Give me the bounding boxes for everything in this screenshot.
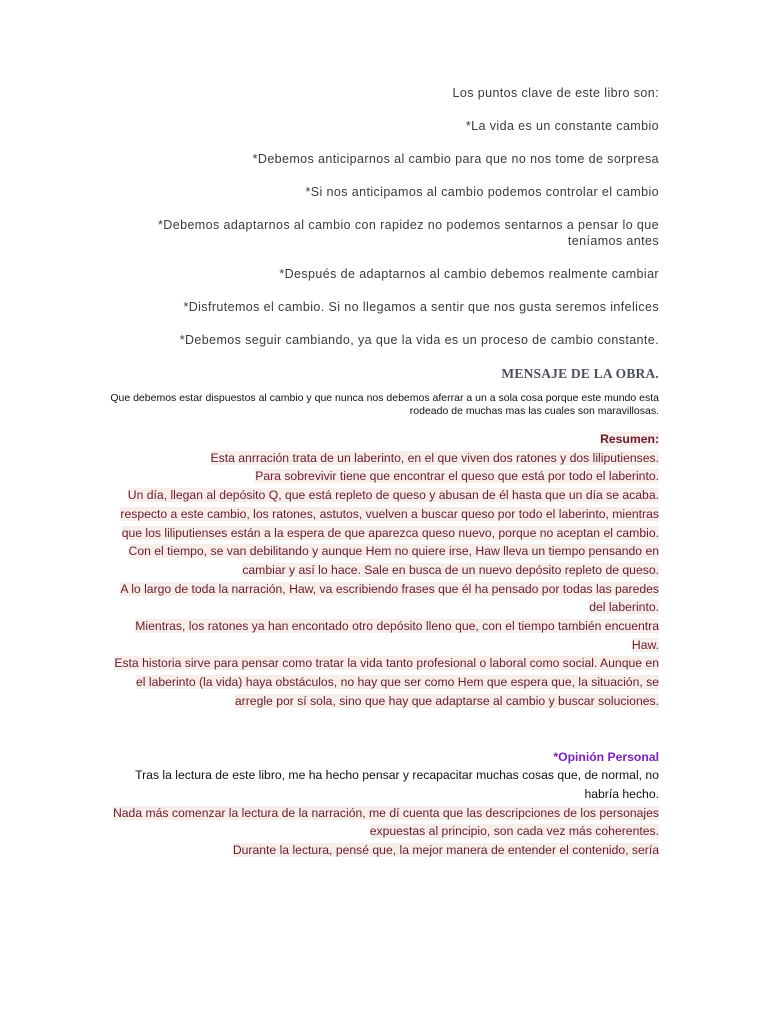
summary-heading: Resumen: <box>600 432 659 446</box>
key-point-item: *Debemos adaptarnos al cambio con rapidez no podemos sentarnos a pensar lo que teníamos antes <box>158 218 659 248</box>
key-points-intro: Los puntos clave de este libro son: <box>452 86 659 100</box>
key-point-item: *Si nos anticipamos al cambio podemos controlar el cambio <box>305 185 659 199</box>
summary-paragraph: Mientras, los ratones ya han encontado otro depósito lleno que, con el tiempo también encuentra Haw. <box>135 619 659 652</box>
summary-paragraph: respecto a este cambio, los ratones, astutos, vuelven a buscar queso por todo el laberinto, mientras que los liliputienses están a la espera de que aparezca queso nuevo, porque no aceptan el cambio. Con el tiempo, se van debilitando y aunque Hem no quiere irse, Haw lleva un tiempo pensando en cambiar y así lo hace. Sale en busca de un nuevo depósito repleto de queso. <box>120 506 659 577</box>
summary-paragraph: Un día, llegan al depósito Q, que está repleto de queso y abusan de él hasta que un día se acaba. <box>127 488 659 503</box>
key-point-item: *Después de adaptarnos al cambio debemos realmente cambiar <box>279 267 659 281</box>
summary-paragraph: Para sobrevivir tiene que encontrar el queso que está por todo el laberinto. <box>255 469 659 484</box>
document-page <box>110 0 659 860</box>
message-heading: MENSAJE DE LA OBRA. <box>501 366 659 381</box>
message-body: Que debemos estar dispuestos al cambio y que nunca nos debemos aferrar a un a sola cosa porque este mundo esta rodeado de muchas mas las cuales son maravillosas. <box>110 392 659 417</box>
key-points-section <box>110 0 659 348</box>
key-point-item: *Disfrutemos el cambio. Si no llegamos a sentir que nos gusta seremos infelices <box>183 300 659 314</box>
summary-paragraph: Esta historia sirve para pensar como tratar la vida tanto profesional o laboral como social. Aunque en el laberinto (la vida) haya obstáculos, no hay que ser como Hem que espera que, la situación, se arregle por sí sola, sino que hay que adaptarse al cambio y buscar soluciones. <box>114 656 659 708</box>
key-point-item: *Debemos seguir cambiando, ya que la vida es un proceso de cambio constante. <box>179 333 659 347</box>
summary-paragraph: A lo largo de toda la narración, Haw, va escribiendo frases que él ha pensado por todas las paredes del laberinto. <box>120 581 659 615</box>
key-point-item: *Debemos anticiparnos al cambio para que no nos tome de sorpresa <box>252 152 659 166</box>
key-point-item: *La vida es un constante cambio <box>465 119 659 133</box>
opinion-heading: *Opinión Personal <box>553 749 659 764</box>
opinion-paragraph: Durante la lectura, pensé que, la mejor manera de entender el contenido, sería <box>232 843 659 858</box>
opinion-paragraph: Nada más comenzar la lectura de la narración, me dí cuenta que las descripciones de los personajes expuestas al principio, son cada vez más coherentes. <box>112 805 659 839</box>
section-spacer <box>110 711 659 748</box>
summary-paragraph: Esta anrración trata de un laberinto, en el que viven dos ratones y dos liliputienses. <box>210 450 659 465</box>
opinion-paragraph: Tras la lectura de este libro, me ha hecho pensar y recapacitar muchas cosas que, de normal, no habría hecho. <box>135 768 659 801</box>
summary-section <box>110 430 659 860</box>
